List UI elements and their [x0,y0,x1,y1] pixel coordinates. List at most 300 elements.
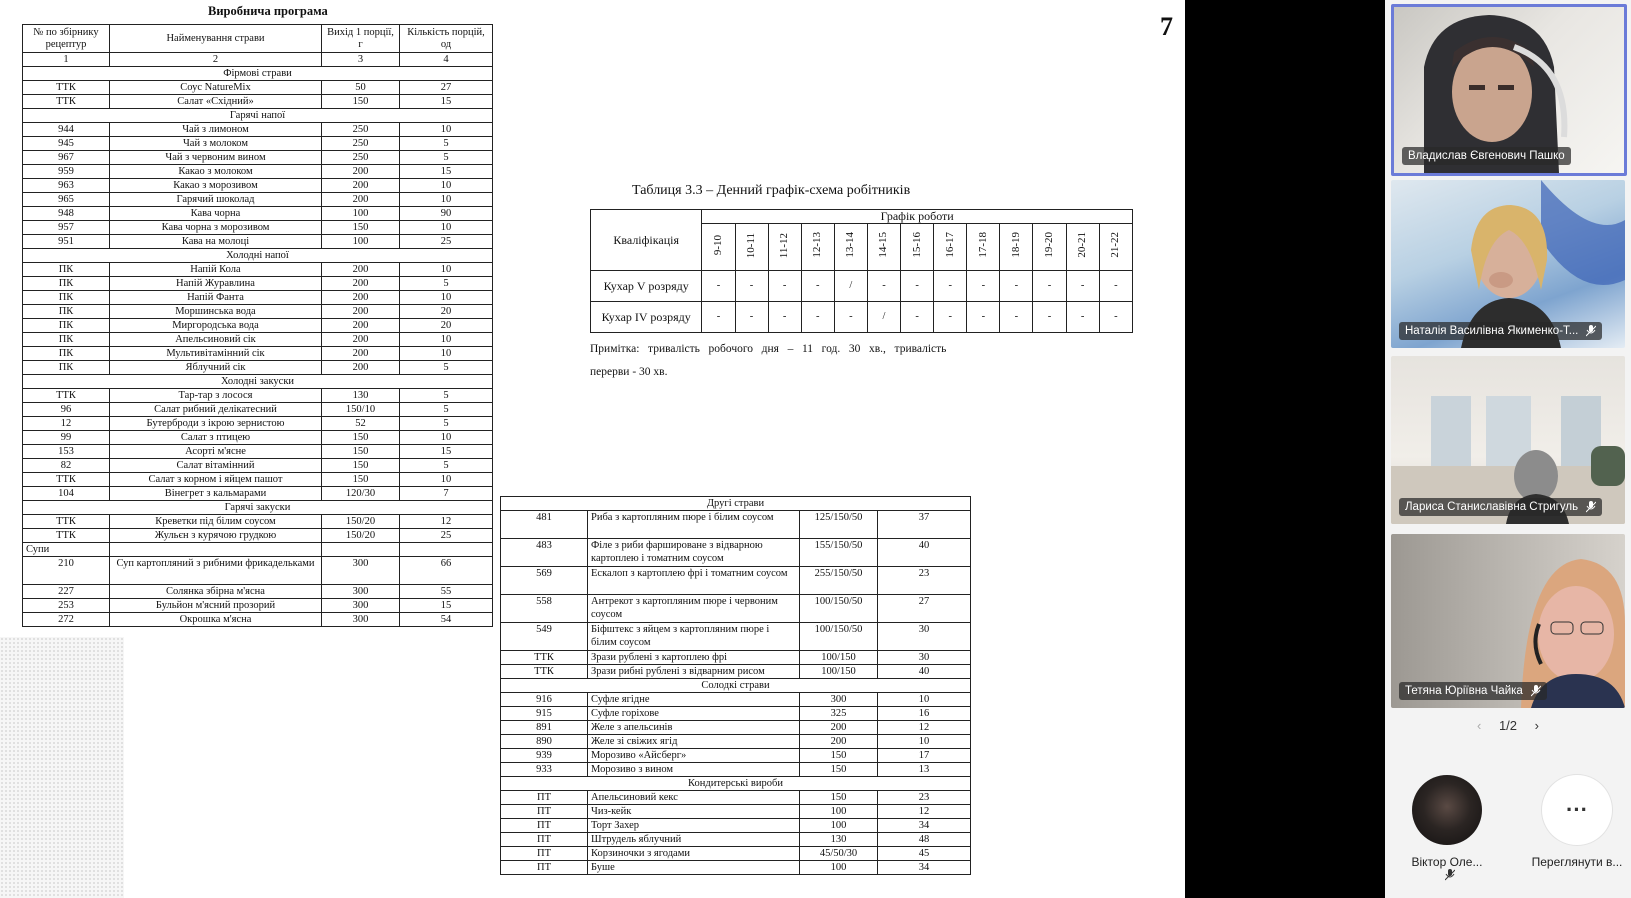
schedule-title: Таблиця 3.3 – Денний графік-схема робітників [632,183,911,198]
portion-yield: 100 [322,207,400,221]
table-row [501,833,971,847]
portion-count: 66 [400,557,493,585]
recipe-number: ТТК [501,651,588,665]
recipe-number: 891 [501,721,588,735]
portion-yield: 100/150/50 [800,623,878,651]
table-row [501,623,971,651]
recipe-number: 96 [23,403,110,417]
hour-label: 9-10 [711,235,724,256]
table-row [23,361,493,375]
hour-header [801,224,834,271]
table-row [501,805,971,819]
recipe-number: 210 [23,557,110,585]
section-row [23,501,493,515]
production-table-continued [500,496,971,875]
mic-muted-icon [1445,869,1455,881]
schedule-cell: - [1099,302,1132,333]
recipe-number: ПК [23,291,110,305]
portion-yield: 150 [800,763,878,777]
participant-name-2: Наталія Василівна Якименко-Т... [1399,322,1602,340]
portion-yield: 300 [322,599,400,613]
schedule-cell: - [1033,302,1066,333]
recipe-number: 944 [23,123,110,137]
table-row [23,403,493,417]
dish-name: Жульєн з курячою грудкою [110,529,322,543]
production-table [22,24,493,627]
recipe-number: 967 [23,151,110,165]
recipe-number: 569 [501,567,588,595]
portion-yield: 325 [800,707,878,721]
table-row [23,123,493,137]
table-row [23,459,493,473]
portion-yield: 150 [800,791,878,805]
portion-yield: 200 [800,721,878,735]
dish-name: Кава на молоці [110,235,322,249]
dish-name: Напій Фанта [110,291,322,305]
section-title: Кондитерські вироби [501,777,971,791]
more-participants-button[interactable] [1527,775,1627,869]
portion-count: 13 [878,763,971,777]
portion-count: 10 [400,431,493,445]
portion-yield: 100 [800,805,878,819]
dish-name: Штрудель яблучний [588,833,800,847]
recipe-number: ПК [23,305,110,319]
portion-yield: 120/30 [322,487,400,501]
doc-title: Виробнича програма [208,4,328,18]
table-row [23,151,493,165]
participant-avatar-tile[interactable] [1407,775,1487,884]
chevron-left-icon[interactable]: ‹ [1476,718,1482,733]
dish-name: Ескалоп з картоплею фрі і томатним соусом [588,567,800,595]
portion-count: 20 [400,319,493,333]
section-title: Фірмові страви [23,67,493,81]
table-row [501,511,971,539]
table-row [23,417,493,431]
hour-header [1000,224,1033,271]
portion-count: 5 [400,361,493,375]
portion-yield: 300 [322,613,400,627]
dish-name: Салат «Східний» [110,95,322,109]
hour-header [867,224,900,271]
recipe-number: ПТ [501,847,588,861]
dish-name: Вінегрет з кальмарами [110,487,322,501]
portion-count: 12 [878,805,971,819]
hour-label: 12-13 [811,232,824,259]
column-number: 2 [110,53,322,67]
schedule-cell: - [801,271,834,302]
table-row [23,473,493,487]
dish-name: Напій Журавлина [110,277,322,291]
dish-name: Салат з птицею [110,431,322,445]
schedule-cell: - [768,271,801,302]
recipe-number: 272 [23,613,110,627]
recipe-number: 227 [23,585,110,599]
recipe-number: 82 [23,459,110,473]
qualification-header: Кваліфікація [591,210,702,271]
recipe-number: 890 [501,735,588,749]
recipe-number: 104 [23,487,110,501]
schedule-cell: - [1000,302,1033,333]
portion-yield: 130 [322,389,400,403]
schedule-cell: - [901,271,934,302]
schedule-cell: - [867,271,900,302]
recipe-number: 481 [501,511,588,539]
doc-page-left [0,0,492,637]
schedule-cell: - [1066,302,1099,333]
schedule-cell: - [934,302,967,333]
dish-name: Салат вітамінний [110,459,322,473]
recipe-number: 939 [501,749,588,763]
portion-count: 10 [400,473,493,487]
portion-yield: 150/20 [322,529,400,543]
column-number: 3 [322,53,400,67]
dish-name: Бульйон м'ясний прозорий [110,599,322,613]
table-row [23,235,493,249]
dish-name: Желе зі свіжих ягід [588,735,800,749]
page-number: 7 [1160,12,1173,41]
recipe-number: 12 [23,417,110,431]
dish-name: Чай з лимоном [110,123,322,137]
portion-yield: 150 [322,431,400,445]
table-row [23,193,493,207]
schedule-cell: - [834,302,867,333]
table-row [501,595,971,623]
recipe-number: ТТК [23,473,110,487]
schedule-group-header: Графік роботи [702,210,1133,224]
portion-count: 40 [878,539,971,567]
section-title: Гарячі закуски [23,501,493,515]
recipe-number: 99 [23,431,110,445]
table-row [23,515,493,529]
portion-yield: 100 [800,819,878,833]
dish-name: Апельсиновий сік [110,333,322,347]
portion-count: 10 [400,221,493,235]
table-row [23,137,493,151]
portion-count: 17 [878,749,971,763]
table-row [23,585,493,599]
portion-yield: 250 [322,151,400,165]
portion-yield: 150 [322,221,400,235]
recipe-number: 963 [23,179,110,193]
hour-header [1099,224,1132,271]
portion-yield: 150 [800,749,878,763]
dish-name: Чиз-кейк [588,805,800,819]
portion-count: 12 [878,721,971,735]
recipe-number: 549 [501,623,588,651]
dish-name: Морозиво з вином [588,763,800,777]
section-row [501,497,971,511]
hour-label: 14-15 [877,232,890,259]
recipe-number: ПК [23,277,110,291]
portion-count: 15 [400,445,493,459]
table-row [501,693,971,707]
more-label: Переглянути в... [1531,855,1623,869]
hour-label: 16-17 [943,232,956,259]
table-row [23,221,493,235]
table-row [501,847,971,861]
portion-count: 37 [878,511,971,539]
table-header-row [23,25,493,53]
table-row [23,529,493,543]
schedule-cell: - [801,302,834,333]
dish-name: Яблучний сік [110,361,322,375]
portion-count [400,543,493,557]
portion-count: 7 [400,487,493,501]
portion-yield: 155/150/50 [800,539,878,567]
portion-count: 23 [878,791,971,805]
section-title: Холодні напої [23,249,493,263]
recipe-number: ПТ [501,805,588,819]
table-row [23,389,493,403]
portion-count: 10 [878,693,971,707]
portion-count: 10 [400,179,493,193]
portion-yield: 200 [322,361,400,375]
recipe-number: ПК [23,347,110,361]
recipe-number: ПК [23,333,110,347]
hour-header [1066,224,1099,271]
table-row [501,721,971,735]
recipe-number: ТТК [23,389,110,403]
portion-yield: 200 [322,333,400,347]
portion-count: 5 [400,137,493,151]
table-row [23,95,493,109]
recipe-number: 915 [501,707,588,721]
dish-name: Асорті м'ясне [110,445,322,459]
recipe-number: ПК [23,361,110,375]
dish-name: Какао з морозивом [110,179,322,193]
portion-yield: 200 [322,179,400,193]
dish-name: Желе з апельсинів [588,721,800,735]
hour-header [1033,224,1066,271]
participant-name-3: Лариса Станиславівна Стригуль [1399,498,1602,516]
table-row [501,819,971,833]
chevron-right-icon[interactable]: › [1534,718,1539,733]
dish-name: Кава чорна [110,207,322,221]
dish-name: Креветки під білим соусом [110,515,322,529]
section-row [23,109,493,123]
portion-count: 30 [878,623,971,651]
portion-yield: 300 [322,585,400,599]
recipe-number: ПК [23,263,110,277]
table-row [23,291,493,305]
schedule-cell: - [1066,271,1099,302]
table-row [23,207,493,221]
portion-yield: 250 [322,123,400,137]
hour-header [967,224,1000,271]
recipe-number: Супи [23,543,110,557]
portion-count: 5 [400,151,493,165]
dish-name: Риба з картопляним пюре і білим соусом [588,511,800,539]
portion-yield: 150 [322,95,400,109]
schedule-row [591,271,1133,302]
dish-name: Мультивітамінний сік [110,347,322,361]
table-row [23,347,493,361]
table-row [23,179,493,193]
portion-count: 10 [400,123,493,137]
portion-yield: 200 [322,277,400,291]
table-row [23,431,493,445]
hour-header [735,224,768,271]
portion-yield: 200 [322,263,400,277]
hour-label: 10-11 [745,232,758,258]
table-row [23,305,493,319]
schedule-cell: - [735,302,768,333]
dish-name: Бутерброди з ікрою зернистою [110,417,322,431]
recipe-number: 948 [23,207,110,221]
avatar [1412,775,1482,845]
table-row [501,567,971,595]
portion-yield: 200 [322,305,400,319]
schedule-cell: - [1000,271,1033,302]
recipe-number: ТТК [23,95,110,109]
dish-name: Миргородська вода [110,319,322,333]
portion-count: 48 [878,833,971,847]
portion-count: 34 [878,861,971,875]
hour-header [901,224,934,271]
table-row [23,333,493,347]
column-header: № по збірнику рецептур [23,25,110,53]
table-row [23,543,493,557]
table-row [501,651,971,665]
dish-name: Антрекот з картопляним пюре і червоним соусом [588,595,800,623]
recipe-number: 558 [501,595,588,623]
section-row [23,375,493,389]
portion-yield: 150 [322,445,400,459]
table-row [23,263,493,277]
portion-yield: 300 [322,557,400,585]
dish-name [110,543,322,557]
table-row [501,763,971,777]
recipe-number: 945 [23,137,110,151]
schedule-cell: - [1099,271,1132,302]
recipe-number: ПТ [501,819,588,833]
portion-count: 16 [878,707,971,721]
dish-name: Зрази рибні рублені з відварним рисом [588,665,800,679]
dish-name: Суфле ягідне [588,693,800,707]
recipe-number: 965 [23,193,110,207]
portion-count: 40 [878,665,971,679]
hour-label: 19-20 [1043,232,1056,259]
dish-name: Торт Захер [588,819,800,833]
schedule-row [591,302,1133,333]
dish-name: Суфле горіхове [588,707,800,721]
recipe-number: 253 [23,599,110,613]
dish-name: Чай з молоком [110,137,322,151]
portion-count: 30 [878,651,971,665]
table-row [23,165,493,179]
portion-yield: 52 [322,417,400,431]
portion-yield: 200 [322,319,400,333]
column-header: Вихід 1 порції, г [322,25,400,53]
recipe-number: 483 [501,539,588,567]
recipe-number: 916 [501,693,588,707]
portion-count: 10 [400,193,493,207]
portion-count: 5 [400,459,493,473]
schedule-cell: / [834,271,867,302]
portion-count: 15 [400,165,493,179]
dish-name: Моршинська вода [110,305,322,319]
portion-yield: 150/10 [322,403,400,417]
section-row [23,67,493,81]
recipe-number: ПТ [501,861,588,875]
table-row [501,665,971,679]
dish-name: Салат з корном і яйцем пашот [110,473,322,487]
video-tile-4[interactable] [1391,534,1625,708]
portion-count: 90 [400,207,493,221]
hour-header [934,224,967,271]
schedule-cell: - [768,302,801,333]
worker-qualification: Кухар V розряду [591,271,702,302]
section-title: Другі страви [501,497,971,511]
table-row [501,861,971,875]
dish-name: Тар-тар з лосося [110,389,322,403]
hour-header [834,224,867,271]
video-tile-2[interactable] [1391,180,1625,348]
schedule-cell: - [702,271,735,302]
hour-label: 18-19 [1009,232,1022,259]
portion-yield: 100 [800,861,878,875]
portion-count: 15 [400,599,493,613]
portion-yield: 100/150 [800,665,878,679]
background-pattern [0,637,124,898]
portion-count: 25 [400,529,493,543]
hour-label: 17-18 [976,232,989,259]
hour-label: 20-21 [1076,232,1089,259]
section-row [501,679,971,693]
portion-count: 5 [400,417,493,431]
portion-count: 54 [400,613,493,627]
portion-yield: 200 [322,347,400,361]
hour-label: 15-16 [910,232,923,259]
recipe-number: ТТК [23,529,110,543]
recipe-number: 957 [23,221,110,235]
portion-count: 5 [400,403,493,417]
dish-name: Морозиво «Айсберг» [588,749,800,763]
recipe-number: 951 [23,235,110,249]
video-tile-3[interactable] [1391,356,1625,524]
portion-yield: 100/150/50 [800,595,878,623]
recipe-number: ПК [23,319,110,333]
portion-yield: 125/150/50 [800,511,878,539]
table-row [23,445,493,459]
dish-name: Салат рибний делікатесний [110,403,322,417]
table-row [23,599,493,613]
portion-yield: 300 [800,693,878,707]
participant-name-1: Владислав Євгенович Пашко [1402,147,1571,165]
video-tile-1[interactable] [1391,4,1627,176]
portion-count: 10 [878,735,971,749]
column-number: 4 [400,53,493,67]
schedule-header-row [591,210,1133,224]
mic-muted-icon [1586,325,1596,337]
table-row [23,613,493,627]
worker-qualification: Кухар IV розряду [591,302,702,333]
table-row [23,277,493,291]
dish-name: Зрази рублені з картоплею фрі [588,651,800,665]
table-row [501,749,971,763]
recipe-number: ТТК [501,665,588,679]
portion-yield: 200 [800,735,878,749]
dish-name: Біфштекс з яйцем з картопляним пюре і білим соусом [588,623,800,651]
schedule-note-line1: Примітка: тривалість робочого дня – 11 год. 30 хв., тривалість [590,343,947,355]
recipe-number: 959 [23,165,110,179]
section-title: Гарячі напої [23,109,493,123]
dish-name: Корзиночки з ягодами [588,847,800,861]
recipe-number: 933 [501,763,588,777]
hour-header [702,224,735,271]
column-header: Кількість порцій, од [400,25,493,53]
dish-name: Солянка збірна м'ясна [110,585,322,599]
